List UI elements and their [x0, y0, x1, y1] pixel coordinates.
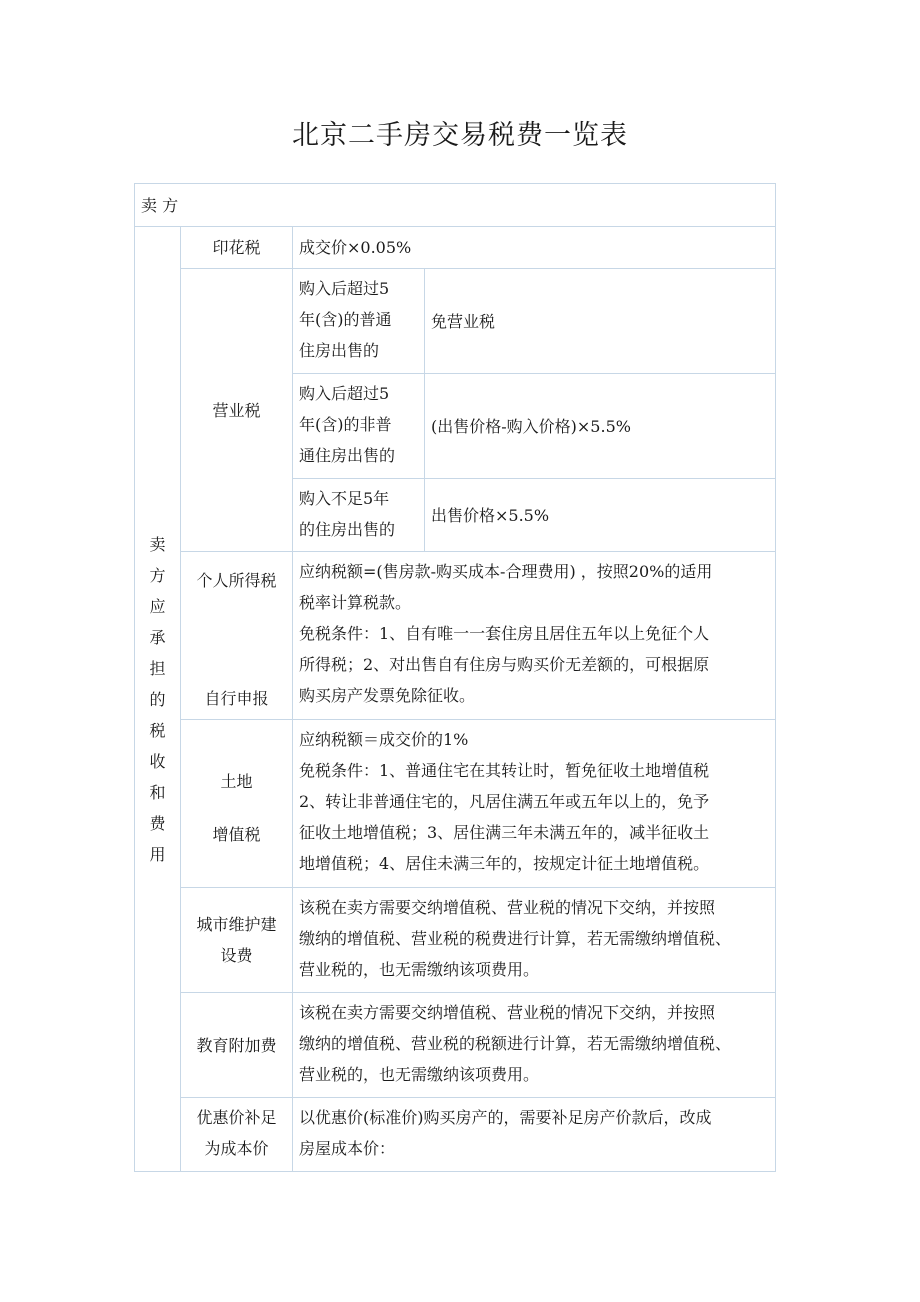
business-case-2-content: [424, 373, 776, 479]
content-line: 免税条件：1、普通住宅在其转让时，暂免征收土地增值税: [299, 761, 710, 780]
income-tax-name: [180, 551, 293, 720]
group-char: 应: [149, 596, 166, 616]
content-line: 征收土地增值税；3、居住满三年未满五年的，减半征收土: [299, 823, 710, 842]
city-fee-label-line: 设费: [220, 946, 253, 965]
stamp-tax-formula: 成交价×0.05%: [299, 238, 412, 257]
condition-line: 购入不足5年: [299, 489, 390, 508]
section-header-label: 卖 方: [141, 195, 179, 215]
business-case-1-content: [424, 268, 776, 374]
land-tax-label-1: 土地: [220, 772, 253, 791]
income-tax-content: [292, 551, 776, 720]
condition-line: 购入后超过5: [299, 384, 390, 403]
content-line: 2、转让非普通住宅的，凡居住满五年或五年以上的，免予: [299, 792, 710, 811]
group-char: 收: [149, 751, 166, 771]
discount-content: [292, 1097, 776, 1172]
discount-label-line: 为成本价: [204, 1139, 269, 1158]
edu-fee-name: [180, 992, 293, 1098]
condition-line: 年(含)的非普: [299, 415, 392, 434]
page-title: 北京二手房交易税费一览表: [292, 120, 628, 151]
content-line: 应纳税额=(售房款-购买成本-合理费用) ，按照20%的适用: [299, 562, 713, 581]
group-char: 承: [149, 627, 166, 647]
city-fee-content: [292, 887, 776, 993]
content-line: 该税在卖方需要交纳增值税、营业税的情况下交纳，并按照: [299, 898, 716, 917]
content-line: 缴纳的增值税、营业税的税额进行计算，若无需缴纳增值税、: [299, 1034, 732, 1053]
content-line: 购买房产发票免除征收。: [299, 686, 476, 705]
business-case-2-condition: [292, 373, 425, 479]
discount-label-line: 优惠价补足: [196, 1108, 277, 1127]
content-line: 税率计算税款。: [299, 593, 412, 612]
land-tax-name: [180, 719, 293, 888]
group-char: 方: [149, 565, 166, 585]
content-line: 营业税的，也无需缴纳该项费用。: [299, 960, 540, 979]
group-char: 卖: [149, 534, 166, 554]
business-tax-label: 营业税: [212, 400, 261, 420]
stamp-tax-content: [292, 226, 776, 269]
business-case-1-text: 免营业税: [431, 311, 496, 331]
business-tax-name: [180, 268, 293, 552]
content-line: 所得税；2、对出售自有住房与购买价无差额的，可根据原: [299, 655, 710, 674]
content-line: 免税条件：1、自有唯一一套住房且居住五年以上免征个人: [299, 624, 710, 643]
content-line: 地增值税；4、居住未满三年的，按规定计征土地增值税。: [299, 854, 710, 873]
content-line: 应纳税额＝成交价的1%: [299, 730, 469, 749]
group-char: 的: [149, 689, 166, 709]
business-case-1-condition: [292, 268, 425, 374]
city-fee-name: [180, 887, 293, 993]
stamp-tax-label: 印花税: [212, 238, 261, 257]
business-case-3-condition: [292, 478, 425, 552]
income-tax-sublabel: 自行申报: [204, 689, 269, 708]
condition-line: 的住房出售的: [299, 520, 396, 539]
content-line: 缴纳的增值税、营业税的税费进行计算，若无需缴纳增值税、: [299, 929, 732, 948]
stamp-tax-name: [180, 226, 293, 269]
land-tax-content: [292, 719, 776, 888]
edu-fee-label: 教育附加费: [196, 1035, 277, 1055]
business-case-3-content: [424, 478, 776, 552]
income-tax-label: 个人所得税: [196, 571, 277, 590]
condition-line: 通住房出售的: [299, 446, 396, 465]
land-tax-label-2: 增值税: [212, 825, 261, 844]
group-char: 担: [149, 658, 166, 678]
business-case-3-text: 出售价格×5.5%: [431, 505, 550, 525]
edu-fee-content: [292, 992, 776, 1098]
content-line: 该税在卖方需要交纳增值税、营业税的情况下交纳，并按照: [299, 1003, 716, 1022]
section-header-seller: [134, 183, 776, 227]
content-line: 以优惠价(标准价)购买房产的，需要补足房产价款后，改成: [299, 1108, 712, 1127]
group-char: 用: [149, 844, 166, 864]
business-case-2-text: (出售价格-购入价格)×5.5%: [431, 416, 631, 436]
discount-name: [180, 1097, 293, 1172]
city-fee-label-line: 城市维护建: [196, 915, 277, 934]
condition-line: 住房出售的: [299, 341, 380, 360]
seller-group-label: [134, 226, 181, 1172]
content-line: 房屋成本价：: [299, 1139, 396, 1158]
group-char: 和: [149, 782, 166, 802]
group-char: 费: [149, 813, 166, 833]
condition-line: 年(含)的普通: [299, 310, 392, 329]
condition-line: 购入后超过5: [299, 279, 390, 298]
content-line: 营业税的，也无需缴纳该项费用。: [299, 1065, 540, 1084]
group-char: 税: [149, 720, 166, 740]
